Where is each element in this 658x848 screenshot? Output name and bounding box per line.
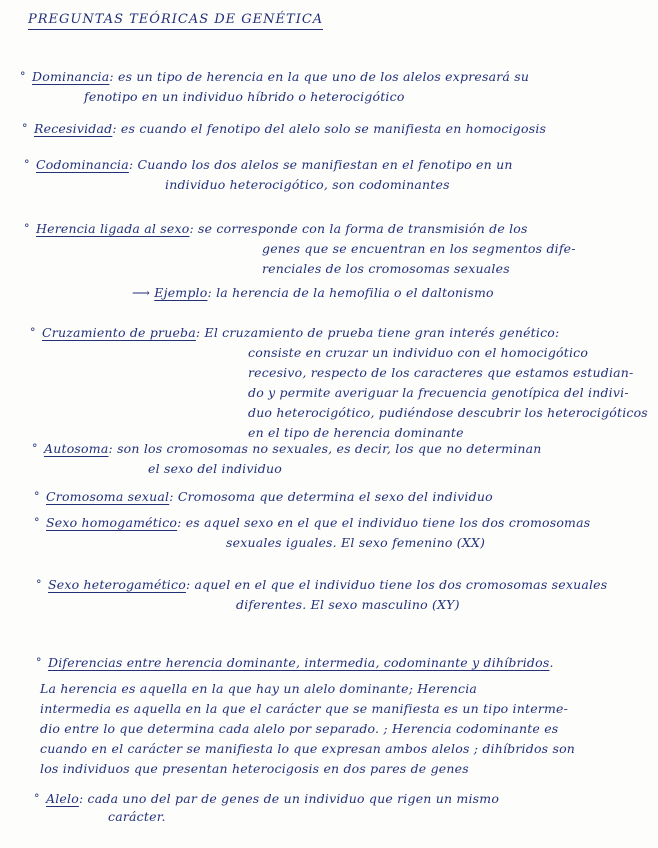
definition-cromosoma-sexual bbox=[46, 488, 493, 505]
definition-line: duo heterocigótico, pudiéndose descubrir los heterocigóticos bbox=[248, 405, 648, 420]
answer-line: los individuos que presentan heterocigosis en dos pares de genes bbox=[40, 761, 469, 776]
definition-line: renciales de los cromosomas sexuales bbox=[262, 261, 510, 276]
question-diferencias bbox=[48, 654, 554, 671]
example-line bbox=[132, 284, 494, 301]
term-label: Sexo heterogamético bbox=[48, 577, 186, 592]
definition-autosoma bbox=[44, 440, 542, 457]
definition-line: : es aquel sexo en el que el individuo tiene los dos cromosomas bbox=[177, 515, 591, 530]
bullet: ° bbox=[32, 442, 38, 455]
definition-line: : Cromosoma que determina el sexo del individuo bbox=[169, 489, 493, 504]
answer-line: La herencia es aquella en la que hay un alelo dominante; Herencia bbox=[40, 681, 478, 696]
bullet: ° bbox=[36, 578, 42, 591]
definition-line: carácter. bbox=[108, 809, 166, 824]
answer-line: cuando en el carácter se manifiesta lo que expresan ambos alelos ; dihíbridos son bbox=[40, 741, 576, 756]
bullet: ° bbox=[24, 222, 30, 235]
answer-line: dio entre lo que determina cada alelo por separado. ; Herencia codominante es bbox=[40, 721, 559, 736]
definition-dominancia bbox=[32, 68, 529, 85]
definition-line: : Cuando los dos alelos se manifiestan en el fenotipo en un bbox=[128, 157, 513, 172]
definition-line: consiste en cruzar un individuo con el homocigótico bbox=[248, 345, 589, 360]
answer-line: intermedia es aquella en la que el carácter que se manifiesta es un tipo interme- bbox=[40, 701, 569, 716]
definition-codominancia bbox=[36, 156, 513, 173]
definition-sexo-heterogametico bbox=[48, 576, 607, 593]
bullet: ° bbox=[36, 656, 42, 669]
definition-line: fenotipo en un individuo híbrido o heterocigótico bbox=[84, 89, 405, 104]
definition-line: : cada uno del par de genes de un individuo que rigen un mismo bbox=[78, 791, 500, 806]
definition-line: . bbox=[549, 655, 554, 670]
definition-herencia-ligada bbox=[36, 220, 528, 237]
definition-line: genes que se encuentran en los segmentos dife- bbox=[262, 241, 576, 256]
definition-line: : El cruzamiento de prueba tiene gran interés genético: bbox=[195, 325, 560, 340]
example-label: Ejemplo bbox=[154, 285, 208, 300]
bullet: ° bbox=[30, 326, 36, 339]
definition-line: diferentes. El sexo masculino (XY) bbox=[236, 597, 460, 612]
term-label: Recesividad bbox=[34, 121, 113, 136]
term-label: Diferencias entre herencia dominante, intermedia, codominante y dihíbridos bbox=[48, 655, 550, 670]
bullet: ° bbox=[34, 490, 40, 503]
term-label: Autosoma bbox=[44, 441, 109, 456]
bullet: ° bbox=[24, 158, 30, 171]
definition-recesividad bbox=[34, 120, 546, 137]
definition-line: : es un tipo de herencia en la que uno de los alelos expresará su bbox=[109, 69, 530, 84]
term-label: Cruzamiento de prueba bbox=[42, 325, 196, 340]
definition-line: en el tipo de herencia dominante bbox=[248, 425, 464, 440]
term-label: Codominancia bbox=[36, 157, 129, 172]
definition-line: recesivo, respecto de los caracteres que estamos estudian- bbox=[248, 365, 634, 380]
definition-line: individuo heterocigótico, son codominantes bbox=[165, 177, 450, 192]
definition-line: : se corresponde con la forma de transmisión de los bbox=[189, 221, 528, 236]
term-label: Herencia ligada al sexo bbox=[36, 221, 190, 236]
term-label: Alelo bbox=[46, 791, 79, 806]
definition-line: sexuales iguales. El sexo femenino (XX) bbox=[226, 535, 486, 550]
bullet: ° bbox=[34, 792, 40, 805]
definition-alelo bbox=[46, 790, 499, 807]
definition-line: do y permite averiguar la frecuencia genotípica del indivi- bbox=[248, 385, 629, 400]
definition-sexo-homogametico bbox=[46, 514, 590, 531]
definition-line: : es cuando el fenotipo del alelo solo se manifiesta en homocigosis bbox=[112, 121, 547, 136]
term-label: Sexo homogamético bbox=[46, 515, 178, 530]
page-title: PREGUNTAS TEÓRICAS DE GENÉTICA bbox=[28, 12, 323, 30]
term-label: Dominancia bbox=[32, 69, 110, 84]
bullet: ° bbox=[20, 70, 26, 83]
definition-cruzamiento bbox=[42, 324, 559, 341]
definition-line: el sexo del individuo bbox=[148, 461, 282, 476]
term-label: Cromosoma sexual bbox=[46, 489, 170, 504]
definition-line: : son los cromosomas no sexuales, es decir, los que no determinan bbox=[108, 441, 542, 456]
definition-line: : aquel en el que el individuo tiene los dos cromosomas sexuales bbox=[185, 577, 608, 592]
example-text: : la herencia de la hemofilia o el daltonismo bbox=[207, 285, 494, 300]
bullet: ° bbox=[22, 122, 28, 135]
bullet: ° bbox=[34, 516, 40, 529]
arrow-icon: ⟶ bbox=[132, 285, 155, 300]
